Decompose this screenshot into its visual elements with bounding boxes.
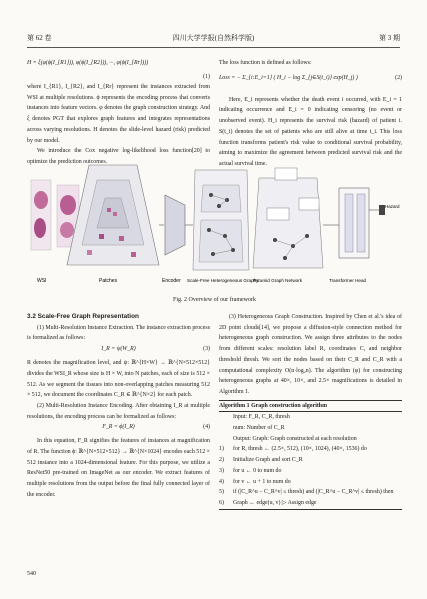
paragraph: (3) Heterogeneous Graph Construction. Inspired by Chen et al.'s idea of 2D point clouds[14], we propose a diffusion-style connection method for heterogeneous graph construction. We assign three attributes to the nodes from different scales: resolution label R, coordinates C, and neighbor threshold thresh. We sort the nodes based on their C_R and C_R with a computational complexity O(n·log₂n). The algorithm (φ) for constructing heterogeneous graphs at 40×, 10×, and 2.5× magnifications is detailed in Algorithm 1. [219,314,402,395]
algorithm-line [219,498,402,509]
algorithm-line-text: for R, thresh ← (2.5×, 512), (10×, 1024), (40×, 1536) do [233,446,367,453]
journal-title: 四川大学学报(自然科学版) [172,34,255,42]
page-number: 540 [27,571,36,577]
algorithm-line [219,412,402,423]
algorithm-box [219,400,402,510]
algorithm-line-text: for v ← u + 1 to num do [233,478,291,485]
algorithm-line-text: if (|C_R^u − C_R^v| ≤ thresh) and (|C_R^u − C_R^v| ≤ thresh) then [233,489,394,496]
equation-1-number: (1) [203,74,210,80]
algorithm-line-number: 6) [219,499,224,506]
equation-2-body: Loss = − Σ_{i:E_i=1} ( H_i − log Σ_{j∈S(t_i)} exp(H_j) ) [219,74,358,81]
scale-free-graphs [193,170,249,270]
algorithm-line [219,423,402,434]
paragraph: In this equation, F_R signifies the features of instances at magnification of R. The function ϕ: ℝ^{N×512×512} → ℝ^{N×1024} encodes each 512 × 512 instance into a 1024-dimensional feature. For this purpose, we utilize a ResNet50 pre-trained on ImageNet as our encoder. We extract features of multiple resolutions from the output before the final fully connected layer of the encoder. [27,438,210,498]
algorithm-line-number: 5) [219,489,224,496]
algorithm-line-number: 3) [219,467,224,474]
equation-3-body: I_R = ψ(W_R) [101,346,136,353]
algorithm-line-text: Input: F_R, C_R, thresh [233,414,290,421]
wsi-image [31,180,79,250]
algorithm-line [219,455,402,466]
section-heading: 3.2 Scale-Free Graph Representation [27,313,139,320]
equation-4-number: (4) [203,424,210,431]
figure-label-sfhg: Scale-Free Heterogeneous Graphs [187,278,259,283]
algorithm-line-number: 2) [219,457,224,464]
paragraph: The loss function is defined as follows: [219,60,312,66]
algorithm-line [219,434,402,445]
algorithm-line [219,477,402,488]
algorithm-line-text: Initialize Graph and sort C_R [233,457,303,464]
right-column-bottom [219,312,402,510]
paragraph: where I_{R1}, I_{R2}, and I_{Rr} represent the instances extracted from WSI at multiple resolutions. ϕ represents the encoding process that converts instances into feature vectors. φ denotes the graph construction strategy. And ξ denotes PGT that explores graph features and integrates representations across varying resolutions. H denotes the slide-level hazard (risk) predicted by our model. [27,84,210,144]
equation-4 [27,422,210,436]
equation-1-number-row [27,72,210,82]
algorithm-line [219,466,402,477]
figure-label-encoder: Encoder [162,278,181,284]
equation-2-number: (2) [395,74,402,81]
volume-label: 第 62 卷 [27,34,52,42]
paragraph: R denotes the magnification level, and ψ: ℝ^{H×W} → ℝ^{N×512×512} divides the WSI_R whose size is H × W, into N patches, each of size is 512 × 512. As we segment the tissues into non-overlapping patches measuring 512 × 512, we document the coordinates C_R ∈ ℝ^{N×2} for each patch. [27,360,210,399]
paragraph: (1) Multi-Resolution Instance Extraction. The instance extraction process is formalized as follows: [27,324,210,342]
transformer-head [339,188,385,258]
patches-pyramid [67,165,159,265]
header-rule [27,47,400,48]
equation-4-body: F_R = ϕ(I_R) [102,424,135,431]
algorithm-line-number: 4) [219,478,224,485]
algorithm-line-number: 1) [219,446,224,453]
equation-1-body: H = ξ(φ(ϕ(I_{R1})), φ(ϕ(I_{R2})), ···, φ(ϕ(I_{Rr}))) [27,60,149,66]
figure-label-pgn: Pyramid Graph Network [253,278,303,283]
algorithm-lines [219,412,402,508]
equation-3 [27,344,210,358]
algorithm-line-text: for u ← 0 to num do [233,467,282,474]
encoder-block [159,195,193,255]
paragraph: Here, E_i represents whether the death event i occurred, with E_i = 1 indicating occurrence and E_i = 0 indicating censoring (no event or unobserved event). H_i represents the survival risk (hazard) of patient i. S(t_i) denotes the set of patients who are still alive at time t_i. This loss function transforms patient's risk value to conditional survival probability, aiming to maximize the agreement between predicted survival risk and the actual survival time. [219,96,402,167]
paragraph: We introduce the Cox negative log-likelihood loss function[20] to optimize the prediction outcomes. [27,148,210,165]
framework-figure [27,150,402,295]
issue-label: 第 3 期 [379,34,400,42]
algorithm-line-text: Output: Graph: Graph constructed at each resolution [233,435,357,442]
paragraph: (2) Multi-Resolution Instance Encoding. After obtaining I_R at multiple resolutions, the encoding process can be formalized as follows: [27,402,210,420]
figure-label-wsi: WSI [37,278,47,284]
left-column-bottom [27,312,210,501]
figure-label-hazard: Hazard [385,204,400,209]
algorithm-line-text: Graph ← edge(u, v) ▷ Assign edge [233,499,317,506]
pyramid-graph-network [253,168,339,268]
equation-3-number: (3) [203,346,210,353]
figure-caption: Fig. 2 Overview of our framework [173,297,256,303]
equation-1 [27,58,210,72]
figure-label-th: Transformer Head [329,278,367,283]
running-header [27,33,400,45]
algorithm-title: Algorithm 1 Graph construction algorithm [219,401,402,413]
algorithm-line-text: num: Number of C_R [233,425,285,432]
algorithm-line [219,487,402,498]
figure-label-patches: Patches [99,278,118,284]
algorithm-line [219,444,402,455]
equation-2 [219,69,402,95]
